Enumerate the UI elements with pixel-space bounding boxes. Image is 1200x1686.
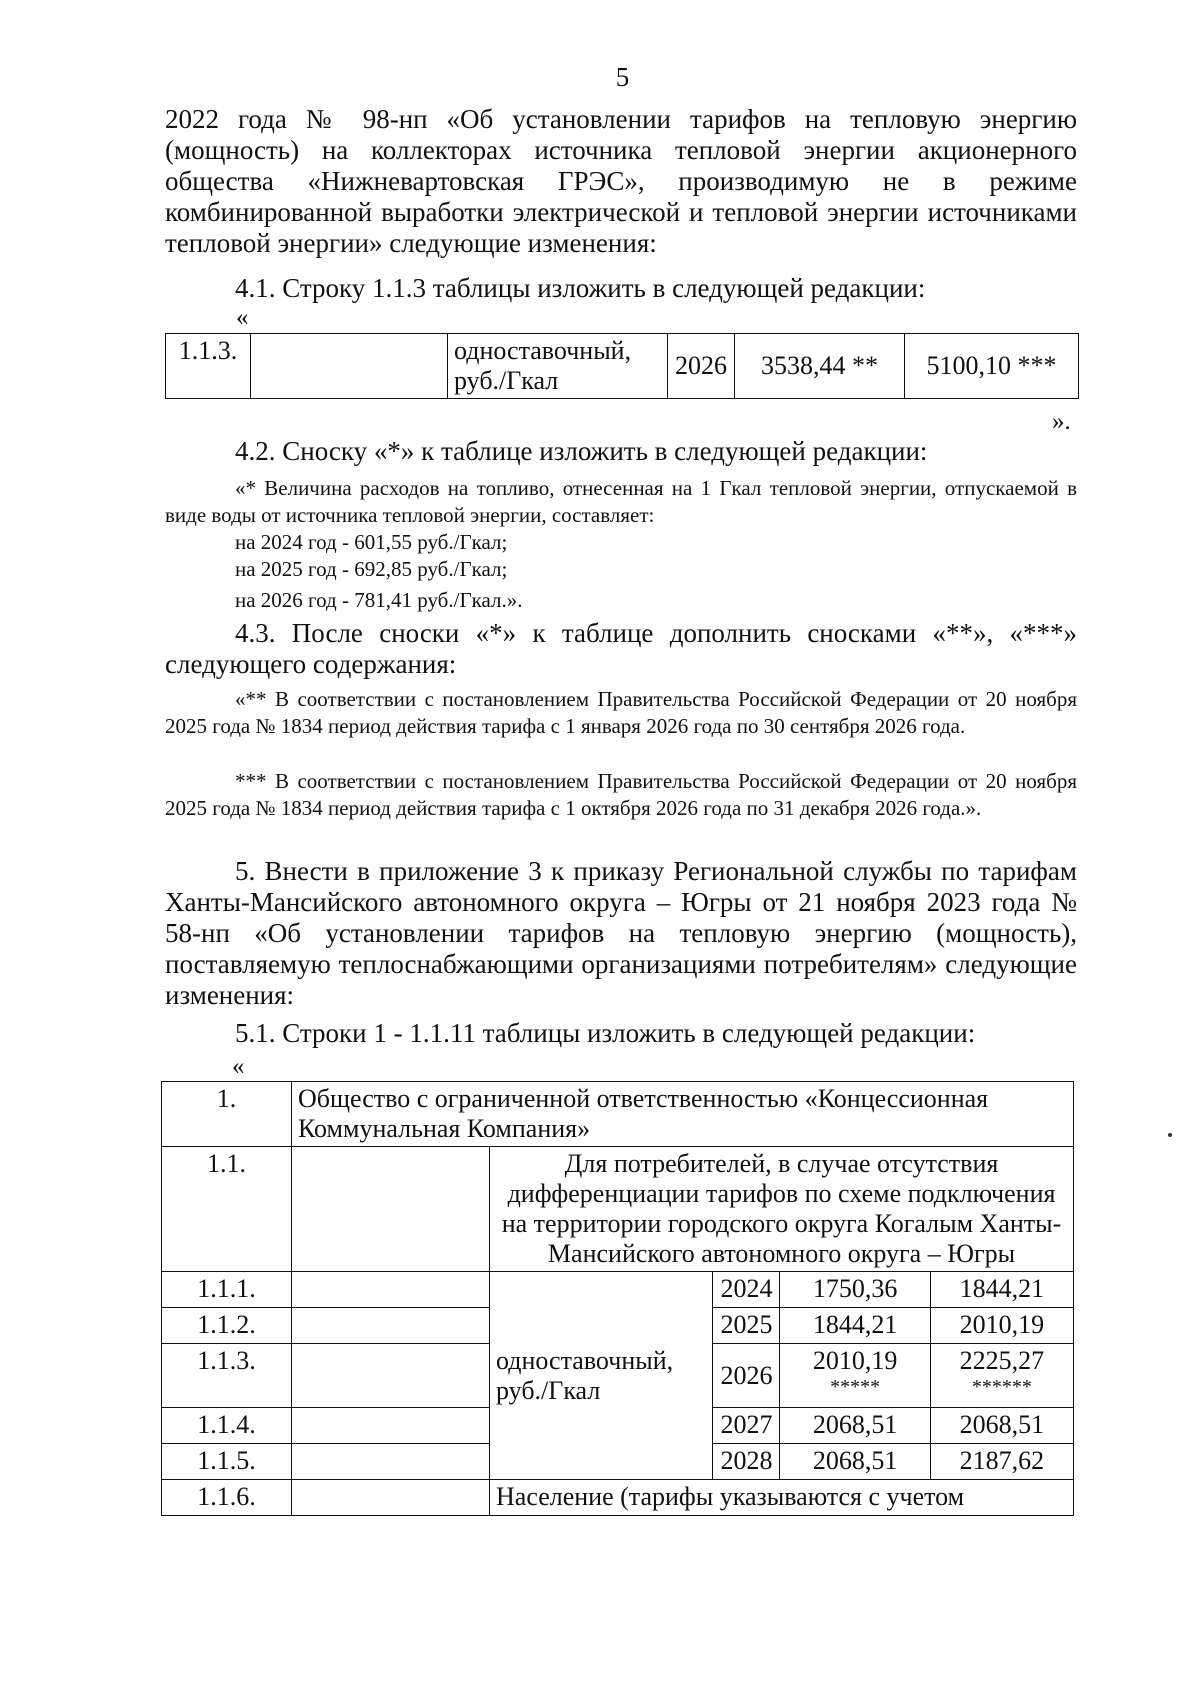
fuel-2026: на 2026 год - 781,41 руб./Гкал.».: [235, 588, 523, 612]
table-row-blank: [291, 1272, 489, 1308]
item-4-2: 4.2. Сноску «*» к таблице изложить в следующей редакции:: [235, 436, 928, 466]
fuel-2024: на 2024 год - 601,55 руб./Гкал;: [235, 530, 508, 554]
t1-blank: [251, 334, 448, 399]
table-row-value-2: 2225,27: [959, 1346, 1045, 1375]
t2-row2-blank: [291, 1147, 489, 1272]
table-row-blank: [291, 1444, 489, 1480]
table-row-year: 2024: [713, 1272, 780, 1308]
table-row-num: 1.1.2.: [162, 1308, 292, 1344]
close-quote-1: ».: [1052, 408, 1071, 435]
item-5-1: 5.1. Строки 1 - 1.1.11 таблицы изложить в следующей редакции:: [235, 1018, 976, 1048]
table-4-1: [165, 333, 1079, 399]
footnote-2star: «** В соответствии с постановлением Правительства Российской Федерации от 20 ноября 2025 года № 1834 период действия тарифа с 1 января 2026 года по 30 сентября 2026 года.: [165, 687, 1077, 738]
t2-row1-text: Общество с ограниченной ответственностью «Концессионная Коммунальная Компания»: [291, 1082, 1073, 1147]
t1-num: 1.1.3.: [166, 334, 251, 399]
table-row-num: 1.1.1.: [162, 1272, 292, 1308]
table-row-value-1: 2010,19: [812, 1346, 898, 1375]
t2-type: одноставочный, руб./Гкал: [490, 1272, 713, 1480]
page-number: 5: [615, 62, 630, 92]
table-row-value-2-cell: [930, 1344, 1073, 1408]
table-row-num: 1.1.3.: [162, 1344, 292, 1408]
t1-value-2: 5100,10 ***: [905, 334, 1079, 399]
table-row-value-2: 1844,21: [930, 1272, 1073, 1308]
t1-year: 2026: [668, 334, 735, 399]
table-row-value-1: 2068,51: [780, 1444, 930, 1480]
table-row-num: 1.1.5.: [162, 1444, 292, 1480]
table-row-value-1: 2068,51: [780, 1408, 930, 1444]
t2-row2-num: 1.1.: [162, 1147, 292, 1272]
table-row-year: 2027: [713, 1408, 780, 1444]
intro-paragraph: 2022 года № 98-нп «Об установлении тарифов на тепловую энергию (мощность) на коллекторах источника тепловой энергии акционерного общества «Нижневартовская ГРЭС», производимую не в режиме комбинированной выработки электрической и тепловой энергии источниками тепловой энергии» следующие изменения:: [165, 104, 1077, 258]
scan-speck: [1168, 1133, 1172, 1137]
table-row-value-1: 1844,21: [780, 1308, 930, 1344]
table-row-stars-1: *****: [830, 1376, 881, 1398]
table-row-value-2: 2068,51: [930, 1408, 1073, 1444]
t1-value-1: 3538,44 **: [735, 334, 905, 399]
table-row-value-2: 2010,19: [930, 1308, 1073, 1344]
table-row-value-1-cell: [780, 1344, 930, 1408]
item-5: 5. Внести в приложение 3 к приказу Региональной службы по тарифам Ханты-Мансийского автономного округа – Югры от 21 ноября 2023 года № 58-нп «Об установлении тарифов на тепловую энергию (мощность), поставляемую теплоснабжающими организациями потребителям» следующие изменения:: [165, 856, 1077, 1010]
table-row-value-1: 1750,36: [780, 1272, 930, 1308]
t2-row6-blank: [291, 1480, 489, 1516]
footnote-3star: *** В соответствии с постановлением Правительства Российской Федерации от 20 ноября 2025 года № 1834 период действия тарифа с 1 октября 2026 года по 31 декабря 2026 года.».: [165, 769, 1077, 820]
item-4-1: 4.1. Строку 1.1.3 таблицы изложить в следующей редакции:: [235, 273, 926, 303]
open-quote-2: «: [232, 1053, 245, 1080]
t2-row6-num: 1.1.6.: [162, 1480, 292, 1516]
table-row-year: 2028: [713, 1444, 780, 1480]
table-row-blank: [291, 1344, 489, 1408]
t2-row1-num: 1.: [162, 1082, 292, 1147]
table-row-blank: [291, 1308, 489, 1344]
table-row-blank: [291, 1408, 489, 1444]
item-4-3: 4.3. После сноски «*» к таблице дополнить сносками «**», «***» следующего содержания:: [165, 618, 1077, 679]
table-row-year: 2026: [713, 1344, 780, 1408]
table-row-num: 1.1.4.: [162, 1408, 292, 1444]
table-row-value-2: 2187,62: [930, 1444, 1073, 1480]
t2-row2-text: Для потребителей, в случае отсутствия дифференциации тарифов по схеме подключения на территории городского округа Когалым Ханты-Мансийского автономного округа – Югры: [490, 1147, 1074, 1272]
table-5-1: [161, 1081, 1074, 1516]
open-quote-1: «: [236, 304, 249, 331]
t2-row6-text: Население (тарифы указываются с учетом: [490, 1480, 1074, 1516]
table-row-year: 2025: [713, 1308, 780, 1344]
t1-type: одноставочный, руб./Гкал: [448, 334, 668, 399]
footnote-star: «* Величина расходов на топливо, отнесенная на 1 Гкал тепловой энергии, отпускаемой в виде воды от источника тепловой энергии, составляет:: [165, 476, 1077, 527]
fuel-2025: на 2025 год - 692,85 руб./Гкал;: [235, 557, 508, 581]
table-row-stars-2: ******: [971, 1376, 1032, 1398]
